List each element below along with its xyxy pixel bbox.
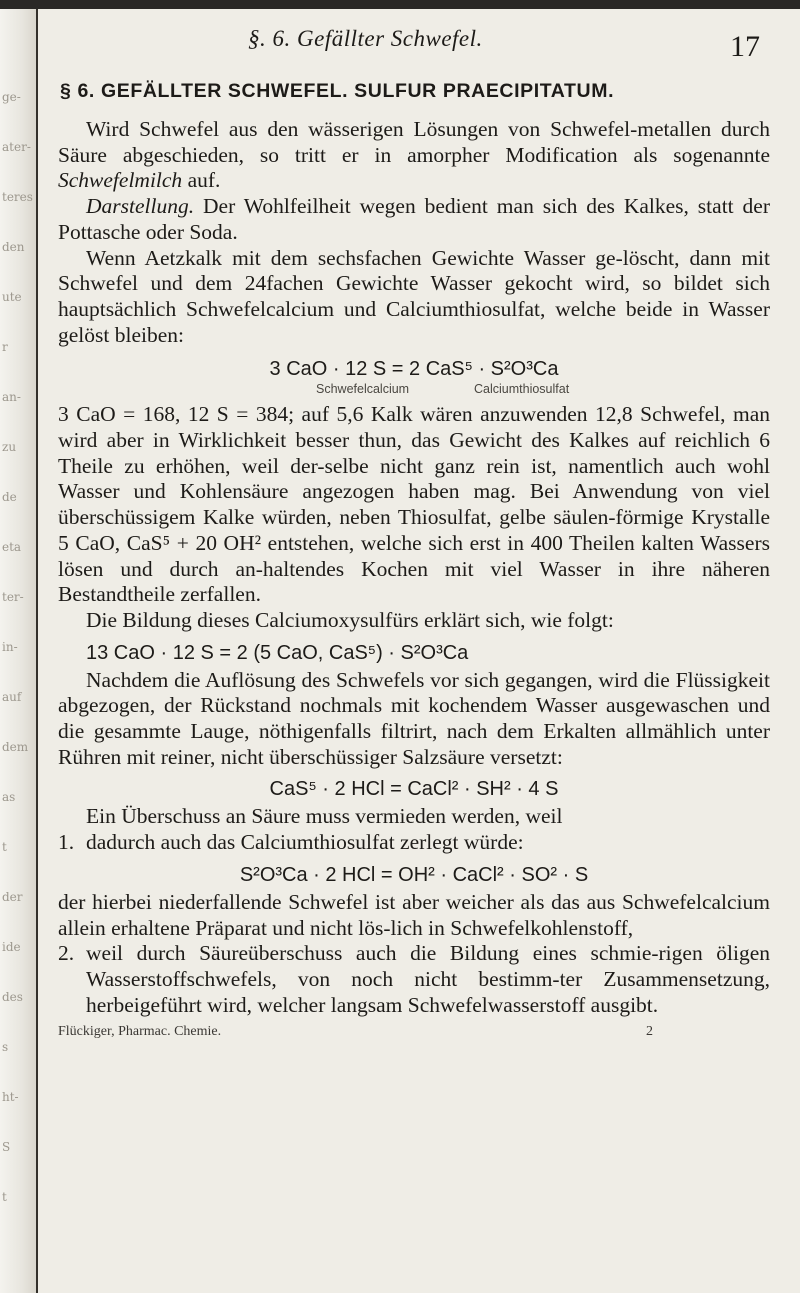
margin-bleed-fragment: an- bbox=[2, 390, 21, 404]
margin-bleed-fragment: der bbox=[2, 890, 23, 904]
margin-bleed-fragment: de bbox=[2, 490, 17, 504]
margin-bleed-fragment: teres bbox=[2, 190, 33, 204]
margin-bleed-fragment: den bbox=[2, 240, 25, 254]
margin-bleed-fragment: auf bbox=[2, 690, 22, 704]
margin-bleed-fragment: eta bbox=[2, 540, 22, 554]
caption-calciumthiosulfat: Calciumthiosulfat bbox=[474, 382, 570, 397]
list-item-1-text: dadurch auch das Calciumthiosulfat zerlegt würde: bbox=[86, 830, 524, 855]
equation-1: 3 CaO · 12 S = 2 CaS⁵ · S²O³Ca bbox=[269, 358, 559, 381]
paragraph-intro bbox=[58, 117, 770, 194]
intro-emphasis: Schwefelmilch bbox=[58, 168, 183, 193]
footer-sheet-number: 2 bbox=[646, 1024, 653, 1040]
margin-bleed-fragment: in- bbox=[2, 640, 18, 654]
section-title: § 6. GEFÄLLTER SCHWEFEL. SULFUR PRAECIPITATUM. bbox=[60, 80, 615, 102]
margin-bleed-fragment: S bbox=[2, 1140, 11, 1154]
equation-3: CaS⁵ · 2 HCl = CaCl² · SH² · 4 S bbox=[269, 778, 559, 801]
page-header bbox=[58, 20, 770, 72]
page-footer bbox=[58, 1022, 770, 1048]
darstellung-text: Der Wohlfeilheit wegen bedient man sich des Kalkes, statt der Pottasche oder Soda. bbox=[58, 194, 770, 244]
margin-bleed-fragment: t bbox=[2, 1190, 7, 1204]
margin-bleed-fragment: ide bbox=[2, 940, 21, 954]
equation-4: S²O³Ca · 2 HCl = OH² · CaCl² · SO² · S bbox=[239, 863, 589, 886]
book-page bbox=[58, 20, 770, 1048]
margin-bleed-fragment: dem bbox=[2, 740, 29, 754]
list-item-2 bbox=[58, 941, 770, 1018]
darstellung-label: Darstellung. bbox=[86, 194, 195, 219]
intro-text-end: auf. bbox=[187, 168, 221, 193]
running-title: §. 6. Gefällter Schwefel. bbox=[248, 26, 483, 51]
equation-1-captions bbox=[58, 384, 770, 402]
gutter-edge-line bbox=[36, 9, 38, 1293]
paragraph-nachdem: Nachdem die Auflösung des Schwefels vor sich gegangen, wird die Flüssigkeit abgezogen, der Rückstand nochmals mit kochendem Wasser ausgewaschen und die gesammte Lauge, nöthigenfalls filtrirt, nach dem Erkalten allmählich unter Rühren mit reiner, nicht überschüssiger Salzsäure versetzt: bbox=[58, 667, 770, 769]
margin-bleed-fragment: ute bbox=[2, 290, 22, 304]
margin-bleed-fragment: ge- bbox=[2, 90, 21, 104]
margin-bleed-fragment: ter- bbox=[2, 590, 24, 604]
margin-bleed-fragment: des bbox=[2, 990, 23, 1004]
margin-bleed-fragment: zu bbox=[2, 440, 17, 454]
paragraph-bildung: Die Bildung dieses Calciumoxysulfürs erklärt sich, wie folgt: bbox=[86, 607, 614, 632]
margin-bleed-fragment: as bbox=[2, 790, 16, 804]
intro-text: Wird Schwefel aus den wässerigen Lösungen von Schwefel-metallen durch Säure abgeschieden, so tritt er in amorpher Modification als sogenannte bbox=[58, 117, 770, 167]
page-number: 17 bbox=[730, 30, 760, 63]
list-item-2-text: weil durch Säureüberschuss auch die Bildung eines schmie-rigen öligen Wasserstoffschwefels, von noch nicht bestimm-ter Zusammensetzung, herbeigeführt wird, welcher langsam Schwefelwasserstoff ausgibt. bbox=[86, 941, 770, 1017]
equation-2: 13 CaO · 12 S = 2 (5 CaO, CaS⁵) · S²O³Ca bbox=[86, 641, 469, 664]
list-item-1 bbox=[58, 830, 770, 856]
footer-signature: Flückiger, Pharmac. Chemie. bbox=[58, 1024, 222, 1040]
margin-bleed-fragment: r bbox=[2, 340, 8, 354]
paragraph-ueberschuss: Ein Überschuss an Säure muss vermieden werden, weil bbox=[86, 804, 563, 829]
paragraph-aetzkalk: Wenn Aetzkalk mit dem sechsfachen Gewichte Wasser ge-löscht, dann mit Schwefel und dem 24fachen Gewichte Wasser gekocht wird, so bildet sich hauptsächlich Schwefelcalcium und Calciumthiosulfat, welche beide in Wasser gelöst bleiben: bbox=[58, 245, 770, 347]
margin-bleed-fragment: s bbox=[2, 1040, 9, 1054]
list-number-2: 2. bbox=[58, 941, 75, 966]
paragraph-darstellung bbox=[58, 194, 770, 245]
top-scan-bar bbox=[0, 0, 800, 9]
margin-bleed-fragment: t bbox=[2, 840, 7, 854]
list-number-1: 1. bbox=[58, 830, 75, 855]
caption-schwefelcalcium: Schwefelcalcium bbox=[316, 382, 410, 397]
margin-bleed-fragment: ater- bbox=[2, 140, 31, 154]
paragraph-mengen: 3 CaO = 168, 12 S = 384; auf 5,6 Kalk wären anzuwenden 12,8 Schwefel, man wird aber in Wirklichkeit besser thun, das Gewicht des Kalkes auf reichlich 6 Theile zu erhöhen, weil der-selbe nicht ganz rein ist, namentlich auch wohl Wasser und Kohlensäure angezogen haben mag. Bei Anwendung von viel überschüssigem Kalke würden, neben Thiosulfat, gelbe säulen-förmige Krystalle 5 CaO, CaS⁵ + 20 OH² entstehen, welche sich erst in 400 Theilen kalten Wassers lösen und durch an-haltendes Kochen mit viel Wasser in ihre näheren Bestandtheile zerfallen. bbox=[58, 402, 770, 607]
margin-bleed-fragment: ht- bbox=[2, 1090, 19, 1104]
paragraph-hierbei: der hierbei niederfallende Schwefel ist aber weicher als das aus Schwefelcalcium allein erhaltene Präparat und nicht lös-lich in Schwefelkohlenstoff, bbox=[58, 889, 770, 940]
